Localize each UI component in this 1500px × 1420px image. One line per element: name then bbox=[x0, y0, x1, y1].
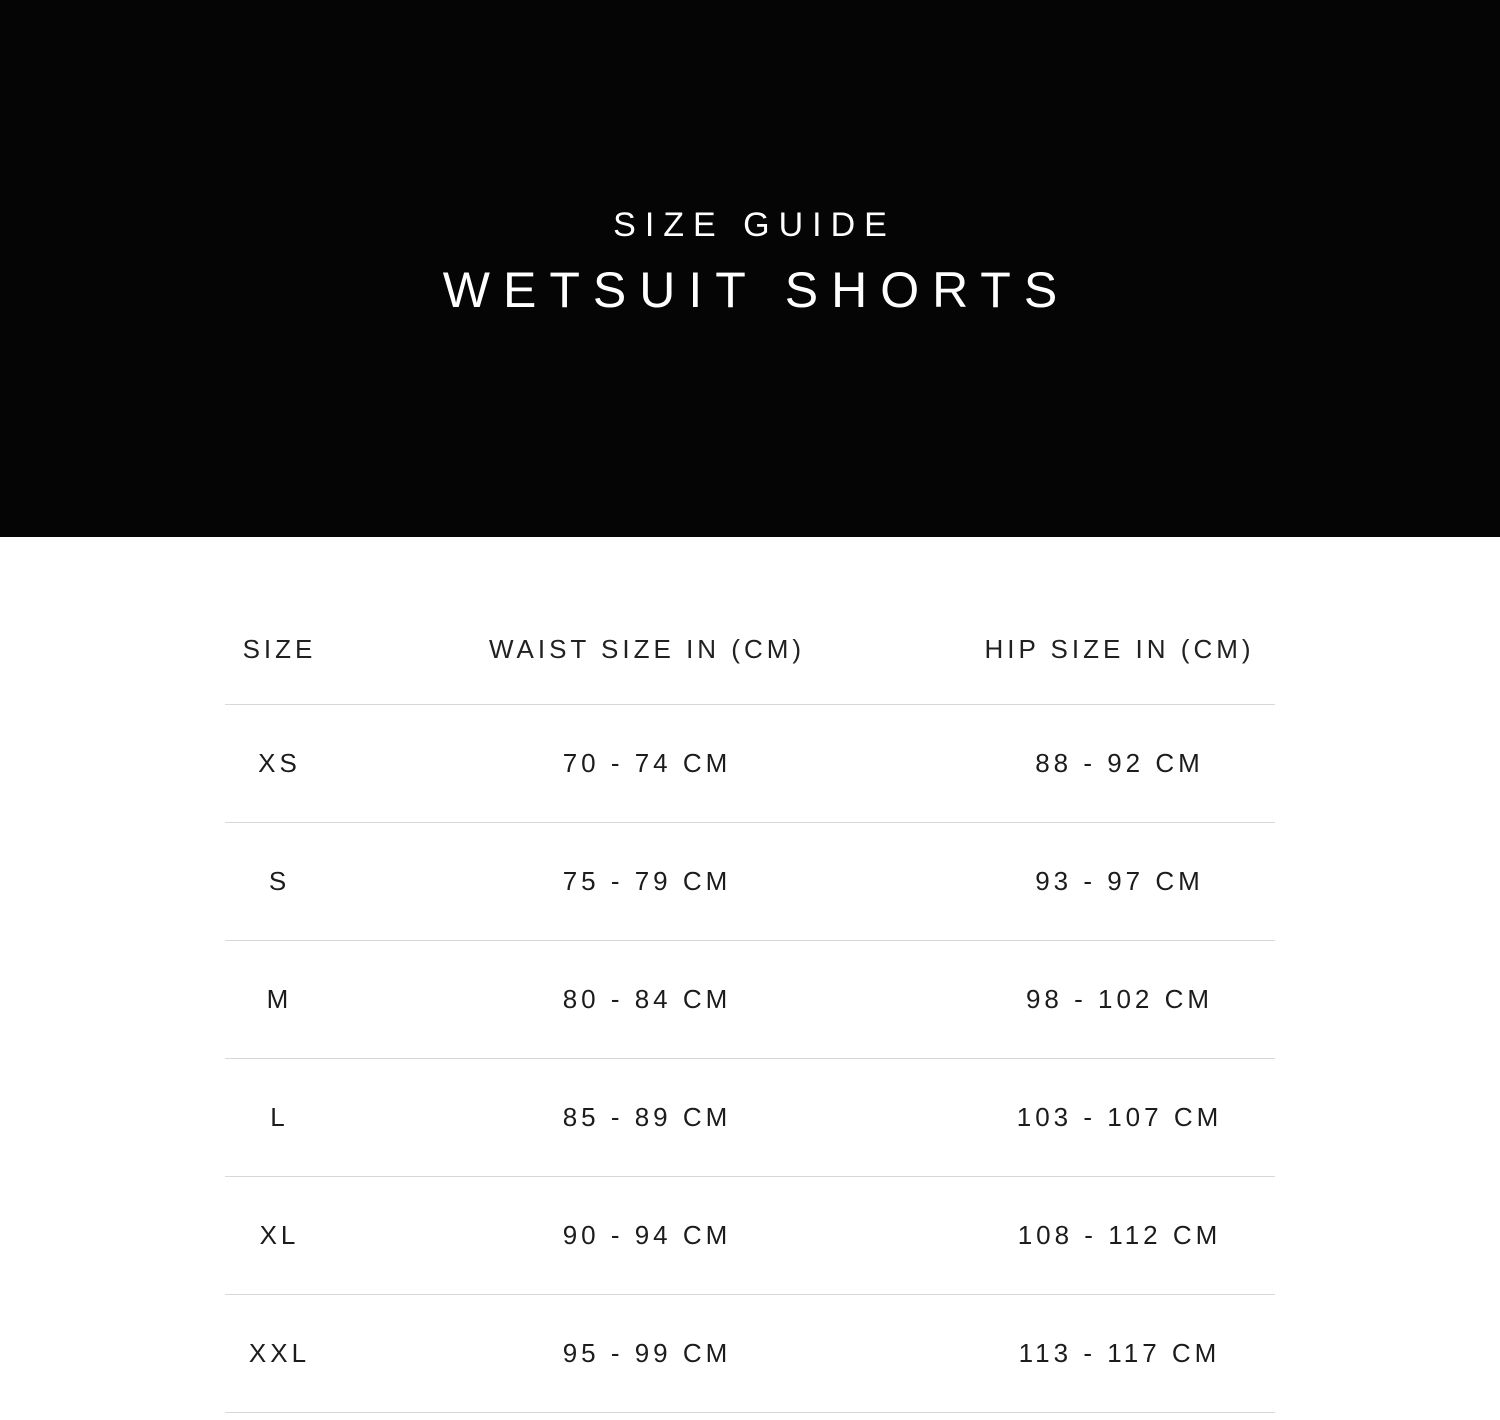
size-value: XL bbox=[259, 1220, 300, 1250]
size-value: L bbox=[270, 1102, 289, 1132]
hip-value: 108 - 112 CM bbox=[1017, 1220, 1222, 1250]
page-title: WETSUIT SHORTS bbox=[442, 261, 1071, 318]
table-row-xxl bbox=[225, 1295, 1275, 1413]
column-header-size: SIZE bbox=[242, 633, 317, 664]
table-row-s bbox=[225, 823, 1275, 941]
hip-value: 88 - 92 CM bbox=[1035, 748, 1204, 778]
table-header-row bbox=[225, 594, 1275, 705]
size-value: M bbox=[266, 984, 293, 1014]
waist-value: 75 - 79 CM bbox=[562, 866, 732, 896]
hip-value: 113 - 117 CM bbox=[1018, 1338, 1221, 1368]
waist-value: 95 - 99 CM bbox=[562, 1338, 732, 1368]
waist-value: 80 - 84 CM bbox=[562, 984, 732, 1014]
table-row-l bbox=[225, 1059, 1275, 1177]
waist-value: 90 - 94 CM bbox=[562, 1220, 732, 1250]
hip-value: 103 - 107 CM bbox=[1016, 1102, 1223, 1132]
table-row-xl bbox=[225, 1177, 1275, 1295]
size-value: XXL bbox=[248, 1338, 311, 1368]
size-table bbox=[225, 594, 1275, 1413]
column-header-waist: WAIST SIZE IN (CM) bbox=[488, 633, 806, 664]
column-header-hip: HIP SIZE IN (CM) bbox=[984, 633, 1255, 664]
hip-value: 93 - 97 CM bbox=[1035, 866, 1204, 896]
table-row-m bbox=[225, 941, 1275, 1059]
size-guide-label: SIZE GUIDE bbox=[613, 206, 896, 245]
hero-banner bbox=[0, 0, 1500, 537]
waist-value: 85 - 89 CM bbox=[562, 1102, 732, 1132]
hip-value: 98 - 102 CM bbox=[1025, 984, 1214, 1014]
size-value: XS bbox=[258, 748, 301, 778]
table-row-xs bbox=[225, 705, 1275, 823]
waist-value: 70 - 74 CM bbox=[562, 748, 732, 778]
size-value: S bbox=[268, 866, 291, 896]
